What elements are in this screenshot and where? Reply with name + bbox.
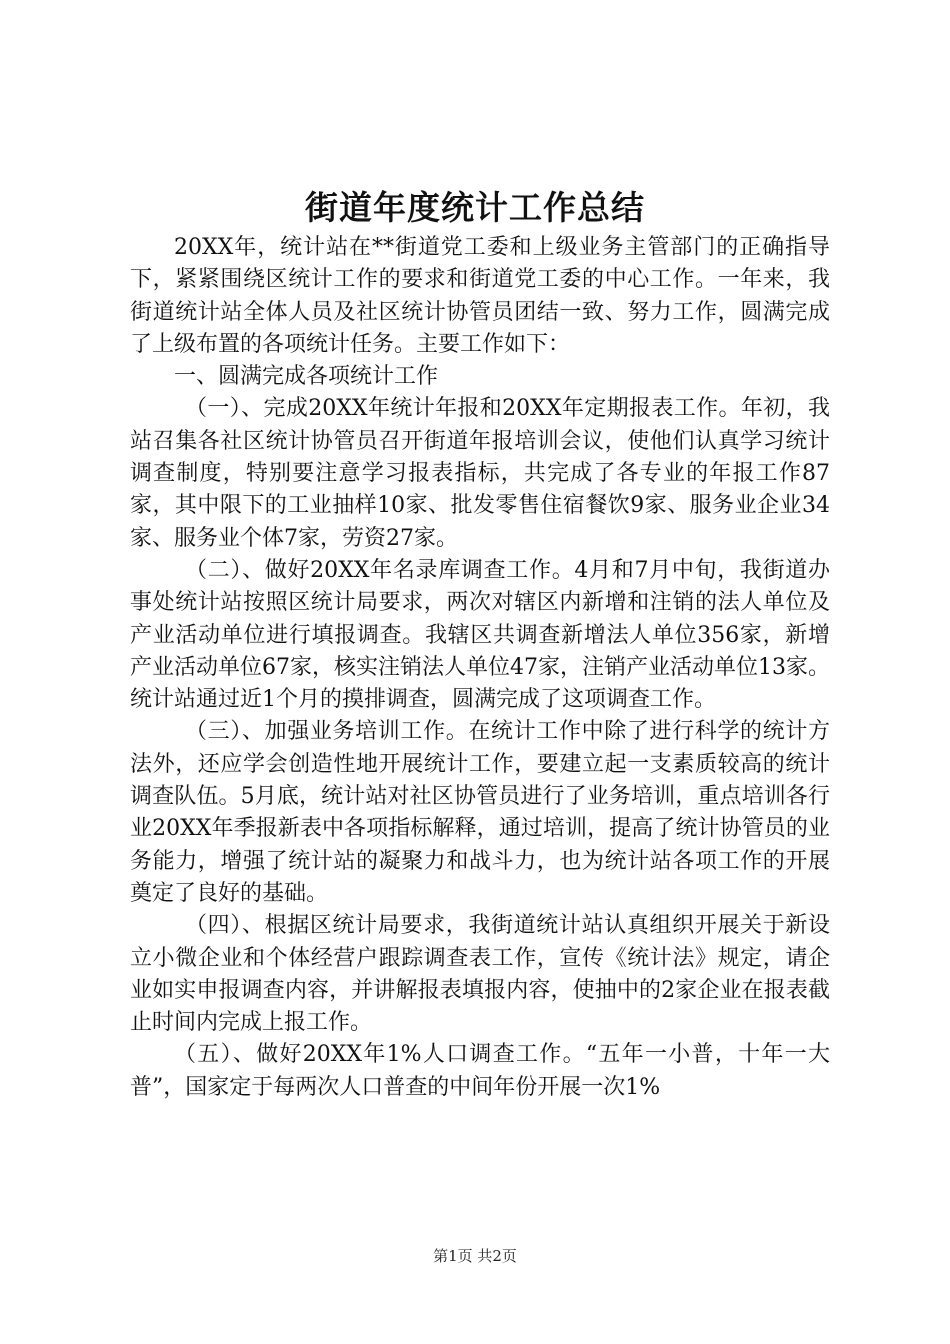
item-paragraph-5: （五）、做好20XX年1%人口调查工作。“五年一小普，十年一大普”，国家定于每两次人口普查的中间年份开展一次1% (130, 1042, 830, 1100)
document-title: 街道年度统计工作总结 (305, 188, 645, 227)
intro-paragraph: 20XX年，统计站在**街道党工委和上级业务主管部门的正确指导下，紧紧围绕区统计工作的要求和街道党工委的中心工作。一年来，我街道统计站全体人员及社区统计协管员团结一致、努力工作，圆满完成了上级布置的各项统计任务。主要工作如下： (130, 235, 830, 357)
item-paragraph-1: （一）、完成20XX年统计年报和20XX年定期报表工作。年初，我站召集各社区统计协管员召开街道年报培训会议，使他们认真学习统计调查制度，特别要注意学习报表指标，共完成了各专业的年报工作87家，其中限下的工业抽样10家、批发零售住宿餐饮9家、服务业企业34家、服务业个体7家，劳资27家。 (130, 396, 830, 551)
item-paragraph-3: （三）、加强业务培训工作。在统计工作中除了进行科学的统计方法外，还应学会创造性地开展统计工作，要建立起一支素质较高的统计调查队伍。5月底，统计站对社区协管员进行了业务培训，重点培训各行业20XX年季报新表中各项指标解释，通过培训，提高了统计协管员的业务能力，增强了统计站的凝聚力和战斗力，也为统计站各项工作的开展奠定了良好的基础。 (130, 719, 830, 906)
page-footer: 第1页 共2页 (433, 1247, 517, 1265)
document-body (130, 232, 830, 1104)
item-paragraph-4: （四）、根据区统计局要求，我街道统计站认真组织开展关于新设立小微企业和个体经营户跟踪调查表工作，宣传《统计法》规定，请企业如实申报调查内容，并讲解报表填报内容，使抽中的2家企业在报表截止时间内完成上报工作。 (130, 913, 830, 1036)
item-paragraph-2: （二）、做好20XX年名录库调查工作。4月和7月中旬，我街道办事处统计站按照区统计局要求，两次对辖区内新增和注销的法人单位及产业活动单位进行填报调查。我辖区共调查新增法人单位356家，新增产业活动单位67家，核实注销法人单位47家，注销产业活动单位13家。统计站通过近1个月的摸排调查，圆满完成了这项调查工作。 (130, 557, 830, 713)
section-heading-1: 一、圆满完成各项统计工作 (174, 364, 439, 390)
